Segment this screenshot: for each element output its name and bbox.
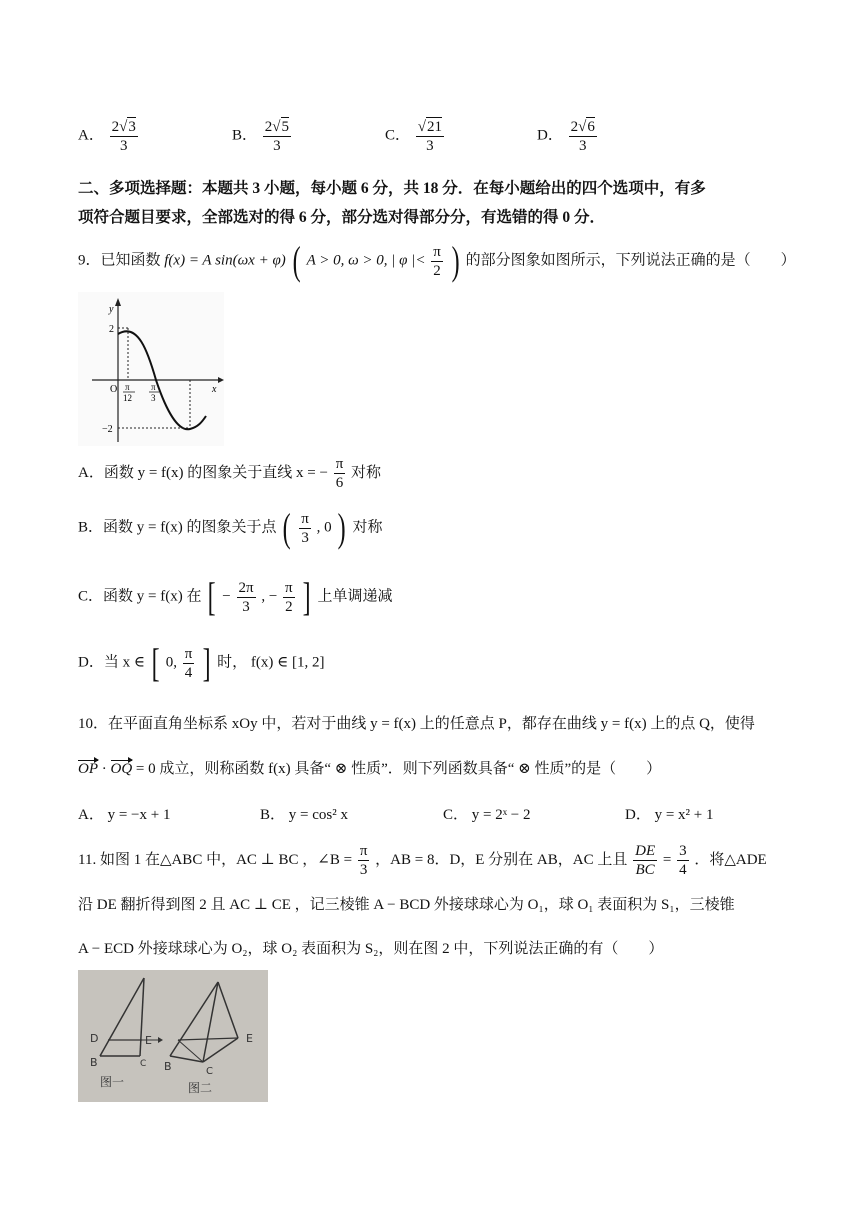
q10-option-a: A． y = −x + 1 <box>78 807 171 823</box>
geometry-photo <box>78 970 268 1102</box>
q8-option-c <box>385 117 446 155</box>
q9-stem: 9．已知函数 f(x) = A sin(ωx + φ) ( A > 0, ω > 0, | φ |< $\frac{\pi}{2}$ ) 的部分图象如图所示，下列说法正确的是（ ） <box>78 238 796 283</box>
q9-option-a: A．函数 y = f(x) 的图象关于直线 x = − $\frac{\pi}{6}$ 对称 <box>78 456 382 491</box>
label-b2: B <box>164 1060 172 1073</box>
label-c2: C <box>206 1066 213 1077</box>
y-arrow-icon <box>115 298 121 306</box>
fraction: $\frac{\pi}{2}$ <box>285 579 293 615</box>
fraction: $\frac{2√6}{3}$ <box>570 119 595 154</box>
fraction: $\frac{DE}{BC}$ <box>635 843 656 878</box>
photo-sketch <box>78 970 268 1102</box>
label-c: C <box>140 1059 147 1069</box>
q10-option-b: B． y = cos² x <box>260 807 348 823</box>
fraction: $\frac{2√3}{3}$ <box>111 119 136 154</box>
option-label: A． <box>78 127 104 144</box>
option-label: D． <box>537 127 563 144</box>
fraction: $\frac{\pi}{3}$ <box>359 843 368 878</box>
q10-stem-cont: OP · OQ = 0 成立，则称函数 f(x) 具备“ ⊗ 性质”．则下列函数具备“ ⊗ 性质”的是（ ） <box>78 761 662 777</box>
section-heading: 二、多项选择题：本题共 3 小题，每小题 6 分，共 18 分．在每小题给出的四个选项中，有多 <box>78 180 706 197</box>
fraction: $\frac{\pi}{3}$ <box>301 510 309 546</box>
option-label: C． <box>385 127 411 144</box>
fraction: $\frac{3}{4}$ <box>679 843 687 878</box>
fraction: $\frac{2\pi}{3}$ <box>238 579 254 615</box>
vector-oq: OQ <box>110 761 133 777</box>
x-axis-label: x <box>212 384 217 395</box>
label-e2: E <box>246 1032 253 1045</box>
q9-option-c: C．函数 y = f(x) 在 [ − $\frac{2\pi}{3}$ , − $\frac{\pi}{2}$ ] 上单调递减 <box>78 574 393 619</box>
section-heading-cont: 项符合题目要求，全部选对的得 6 分，部分选对得部分分，有选错的得 0 分． <box>78 209 606 226</box>
q10-stem: 10．在平面直角坐标系 xOy 中，若对于曲线 y = f(x) 上的任意点 P，都存在曲线 y = f(x) 上的点 Q，使得 <box>78 716 755 732</box>
label-d: D <box>90 1032 99 1045</box>
x-tick2-num: π <box>151 382 156 392</box>
q10-option-c: C． y = 2ˣ − 2 <box>443 807 531 823</box>
vector-op: OP <box>78 761 98 777</box>
origin-label: O <box>110 384 118 395</box>
fig1-caption: 图一 <box>100 1075 125 1089</box>
label-e: E <box>145 1034 152 1047</box>
fig2-caption: 图二 <box>188 1081 213 1095</box>
q11-stem-cont2: A − ECD 外接球球心为 O₂，球 O₂ 表面积为 S₂，则在图 2 中，下列说法正确的有（ ） <box>78 941 664 957</box>
y-min-label: −2 <box>102 424 113 435</box>
q8-option-d <box>537 117 599 155</box>
x-tick2-den: 3 <box>151 393 156 403</box>
fraction: $\frac{2√5}{3}$ <box>264 119 289 154</box>
q9-option-b: B．函数 y = f(x) 的图象关于点 ( $\frac{\pi}{3}$ , 0 ) 对称 <box>78 505 383 550</box>
option-label: B． <box>232 127 258 144</box>
fraction: $\frac{√21}{3}$ <box>417 119 442 154</box>
y-max-label: 2 <box>109 324 114 335</box>
q11-stem-cont: 沿 DE 翻折得到图 2 且 AC ⊥ CE ，记三棱锥 A − BCD 外接球球心为 O₁，球 O₁ 表面积为 S₁，三棱锥 <box>78 897 735 913</box>
q10-option-d: D． y = x² + 1 <box>625 807 714 823</box>
fraction: $\frac{\pi}{6}$ <box>335 456 344 491</box>
q8-option-b <box>232 117 293 155</box>
x-tick1-num: π <box>125 382 130 392</box>
x-tick1-den: 12 <box>123 393 132 403</box>
q11-stem: 11. 如图 1 在△ABC 中，AC ⊥ BC ，∠B = $\frac{\pi}{3}$ ，AB = 8．D，E 分别在 AB，AC 上且 $\frac{DE}{BC}$ = $\frac{3}{4}$ ．将△ADE <box>78 843 767 878</box>
function-graph <box>78 292 224 446</box>
y-axis-label: y <box>109 304 114 315</box>
fraction: $\frac{\pi}{4}$ <box>184 645 193 681</box>
fraction: $\frac{\pi}{2}$ <box>433 243 441 279</box>
q9-option-d: D．当 x ∈ [ 0, $\frac{\pi}{4}$ ] 时， f(x) ∈ [1, 2] <box>78 640 325 685</box>
label-b: B <box>90 1056 98 1069</box>
x-arrow-icon <box>218 377 224 383</box>
q8-option-a <box>78 117 140 155</box>
sine-graph-svg <box>78 292 224 446</box>
